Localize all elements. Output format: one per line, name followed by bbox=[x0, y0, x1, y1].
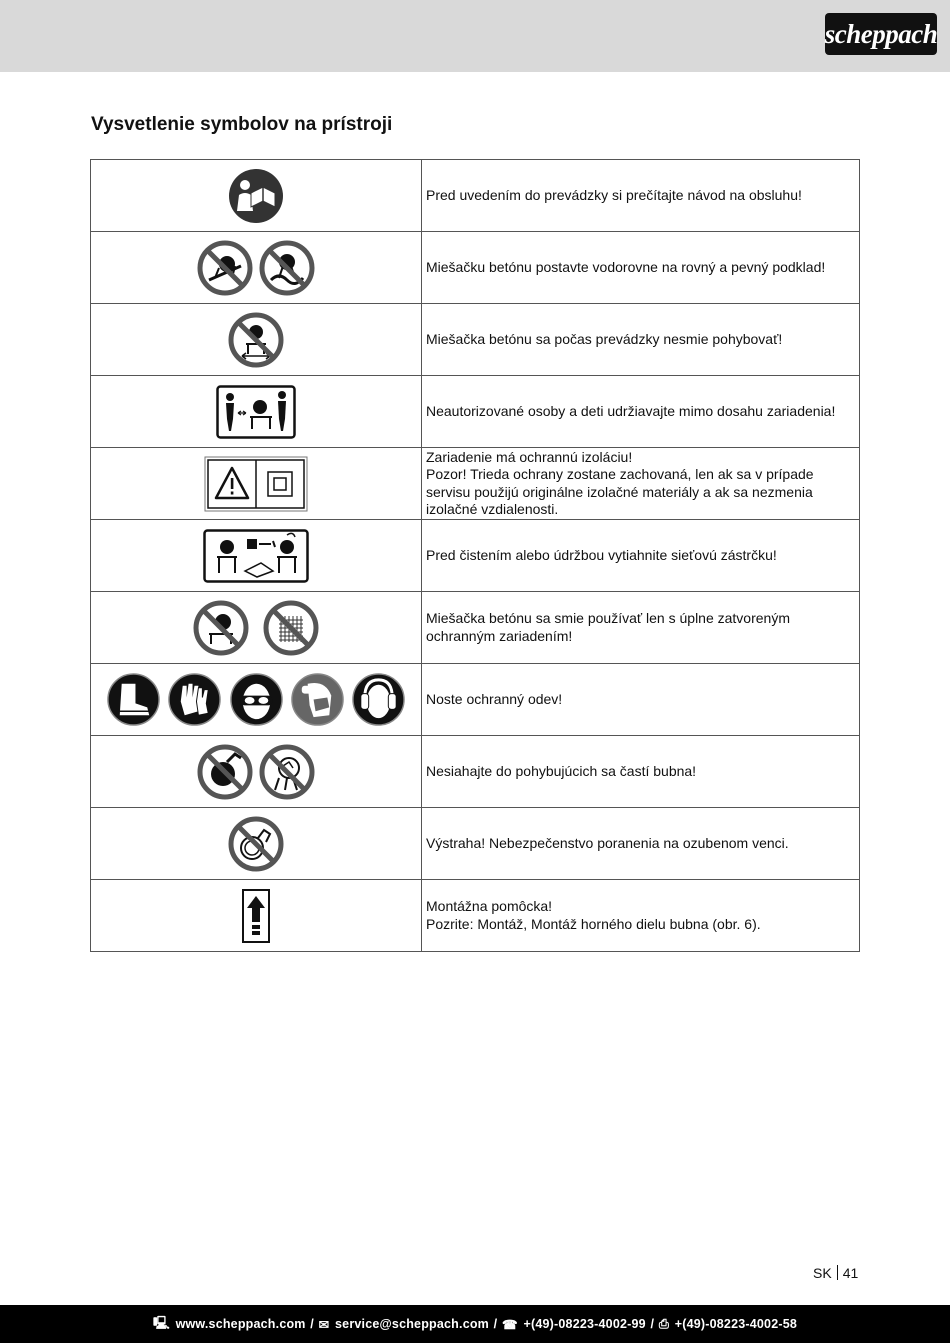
unplug-before-maintenance-icon bbox=[203, 529, 309, 583]
symbol-description bbox=[422, 448, 860, 520]
safety-boots-icon bbox=[106, 672, 161, 727]
symbol-description bbox=[422, 664, 860, 736]
safety-goggles-icon bbox=[229, 672, 284, 727]
dust-mask-icon bbox=[290, 672, 345, 727]
language-code: SK bbox=[813, 1265, 832, 1281]
table-row bbox=[91, 664, 860, 736]
symbol-description bbox=[422, 376, 860, 448]
no-hand-in-drum-icon bbox=[259, 744, 315, 800]
no-reaching-drum-icon bbox=[197, 744, 253, 800]
table-row bbox=[91, 520, 860, 592]
description-line: Zariadenie má ochrannú izoláciu! bbox=[426, 448, 633, 465]
safety-gloves-icon bbox=[167, 672, 222, 727]
table-row bbox=[91, 304, 860, 376]
page-title: Vysvetlenie symbolov na prístroji bbox=[91, 114, 393, 135]
no-slope-icon bbox=[197, 240, 253, 296]
symbol-cell bbox=[91, 448, 422, 520]
description-line: Noste ochranný odev! bbox=[426, 690, 563, 707]
table-row bbox=[91, 592, 860, 664]
description-line: Montážna pomôcka! bbox=[426, 898, 553, 914]
description-line: Miešačku betónu postavte vodorovne na rovný a pevný podklad! bbox=[426, 258, 826, 275]
assembly-arrow-icon bbox=[241, 888, 271, 944]
symbol-table bbox=[90, 159, 860, 952]
footer-email-link[interactable]: service@scheppach.com bbox=[335, 1317, 489, 1331]
guard-grid-icon bbox=[263, 600, 319, 656]
table-row bbox=[91, 232, 860, 304]
footer-website-link[interactable]: www.scheppach.com bbox=[175, 1317, 306, 1331]
description-line: Pred čistením alebo údržbou vytiahnite sieťovú zástrčku! bbox=[426, 546, 777, 563]
no-open-guard-icon bbox=[193, 600, 249, 656]
description-line: Miešačka betónu sa smie používať len s úplne zatvoreným ochranným zariadením! bbox=[426, 610, 790, 644]
symbol-cell bbox=[91, 376, 422, 448]
table-row bbox=[91, 376, 860, 448]
symbol-description bbox=[422, 520, 860, 592]
page-number-divider bbox=[837, 1265, 838, 1280]
no-moving-icon bbox=[228, 312, 284, 368]
description-line: Miešačka betónu sa počas prevádzky nesmie pohybovať! bbox=[426, 330, 783, 347]
symbol-description bbox=[422, 160, 860, 232]
symbol-description bbox=[422, 592, 860, 664]
description-line: Neautorizované osoby a deti udržiavajte mimo dosahu zariadenia! bbox=[426, 402, 836, 419]
symbol-cell bbox=[91, 808, 422, 880]
symbol-description bbox=[422, 880, 860, 952]
protection-class-icon bbox=[204, 456, 308, 512]
table-row bbox=[91, 808, 860, 880]
symbol-cell bbox=[91, 664, 422, 736]
fax-icon: ⎙ bbox=[658, 1316, 670, 1331]
page-number-value: 41 bbox=[842, 1265, 859, 1281]
no-gear-ring-contact-icon bbox=[228, 816, 284, 872]
symbol-cell bbox=[91, 520, 422, 592]
symbol-cell bbox=[91, 304, 422, 376]
mail-icon: ✉︎ bbox=[318, 1317, 330, 1332]
table-row bbox=[91, 880, 860, 952]
page-number bbox=[813, 1265, 858, 1281]
symbol-cell bbox=[91, 880, 422, 952]
symbol-cell bbox=[91, 232, 422, 304]
footer-phone: +(49)-08223-4002-99 bbox=[523, 1317, 646, 1331]
read-manual-icon bbox=[227, 167, 285, 225]
ear-protection-icon bbox=[351, 672, 406, 727]
symbol-cell bbox=[91, 160, 422, 232]
computer-icon: 🖳︎ bbox=[152, 1315, 170, 1330]
table-row bbox=[91, 160, 860, 232]
brand-logo: scheppach bbox=[825, 13, 937, 55]
description-line: Pozor! Trieda ochrany zostane zachovaná, len ak sa v prípade servisu použijú originálne izolačné materiály a ak sa nezmenia izolačné vzdialenosti. bbox=[426, 466, 814, 517]
symbol-description bbox=[422, 736, 860, 808]
symbol-cell bbox=[91, 592, 422, 664]
description-line: Výstraha! Nebezpečenstvo poranenia na ozubenom venci. bbox=[426, 834, 789, 851]
description-line: Pred uvedením do prevádzky si prečítajte návod na obsluhu! bbox=[426, 186, 802, 203]
table-row bbox=[91, 736, 860, 808]
symbol-cell bbox=[91, 736, 422, 808]
symbol-description bbox=[422, 808, 860, 880]
keep-distance-icon bbox=[216, 385, 296, 439]
description-line: Pozrite: Montáž, Montáž horného dielu bubna (obr. 6). bbox=[426, 915, 761, 932]
header-bar bbox=[0, 0, 950, 72]
no-uneven-ground-icon bbox=[259, 240, 315, 296]
symbol-description bbox=[422, 232, 860, 304]
footer-bar: 🖳︎ www.scheppach.com / ✉︎ service@scheppach.com / ☎︎ +(49)-08223-4002-99 / ⎙ +(49)-08223-4002-58 bbox=[0, 1305, 950, 1343]
phone-icon: ☎︎ bbox=[502, 1317, 518, 1332]
footer-fax: +(49)-08223-4002-58 bbox=[674, 1317, 798, 1331]
table-row bbox=[91, 448, 860, 520]
symbol-description bbox=[422, 304, 860, 376]
description-line: Nesiahajte do pohybujúcich sa častí bubna! bbox=[426, 762, 697, 779]
